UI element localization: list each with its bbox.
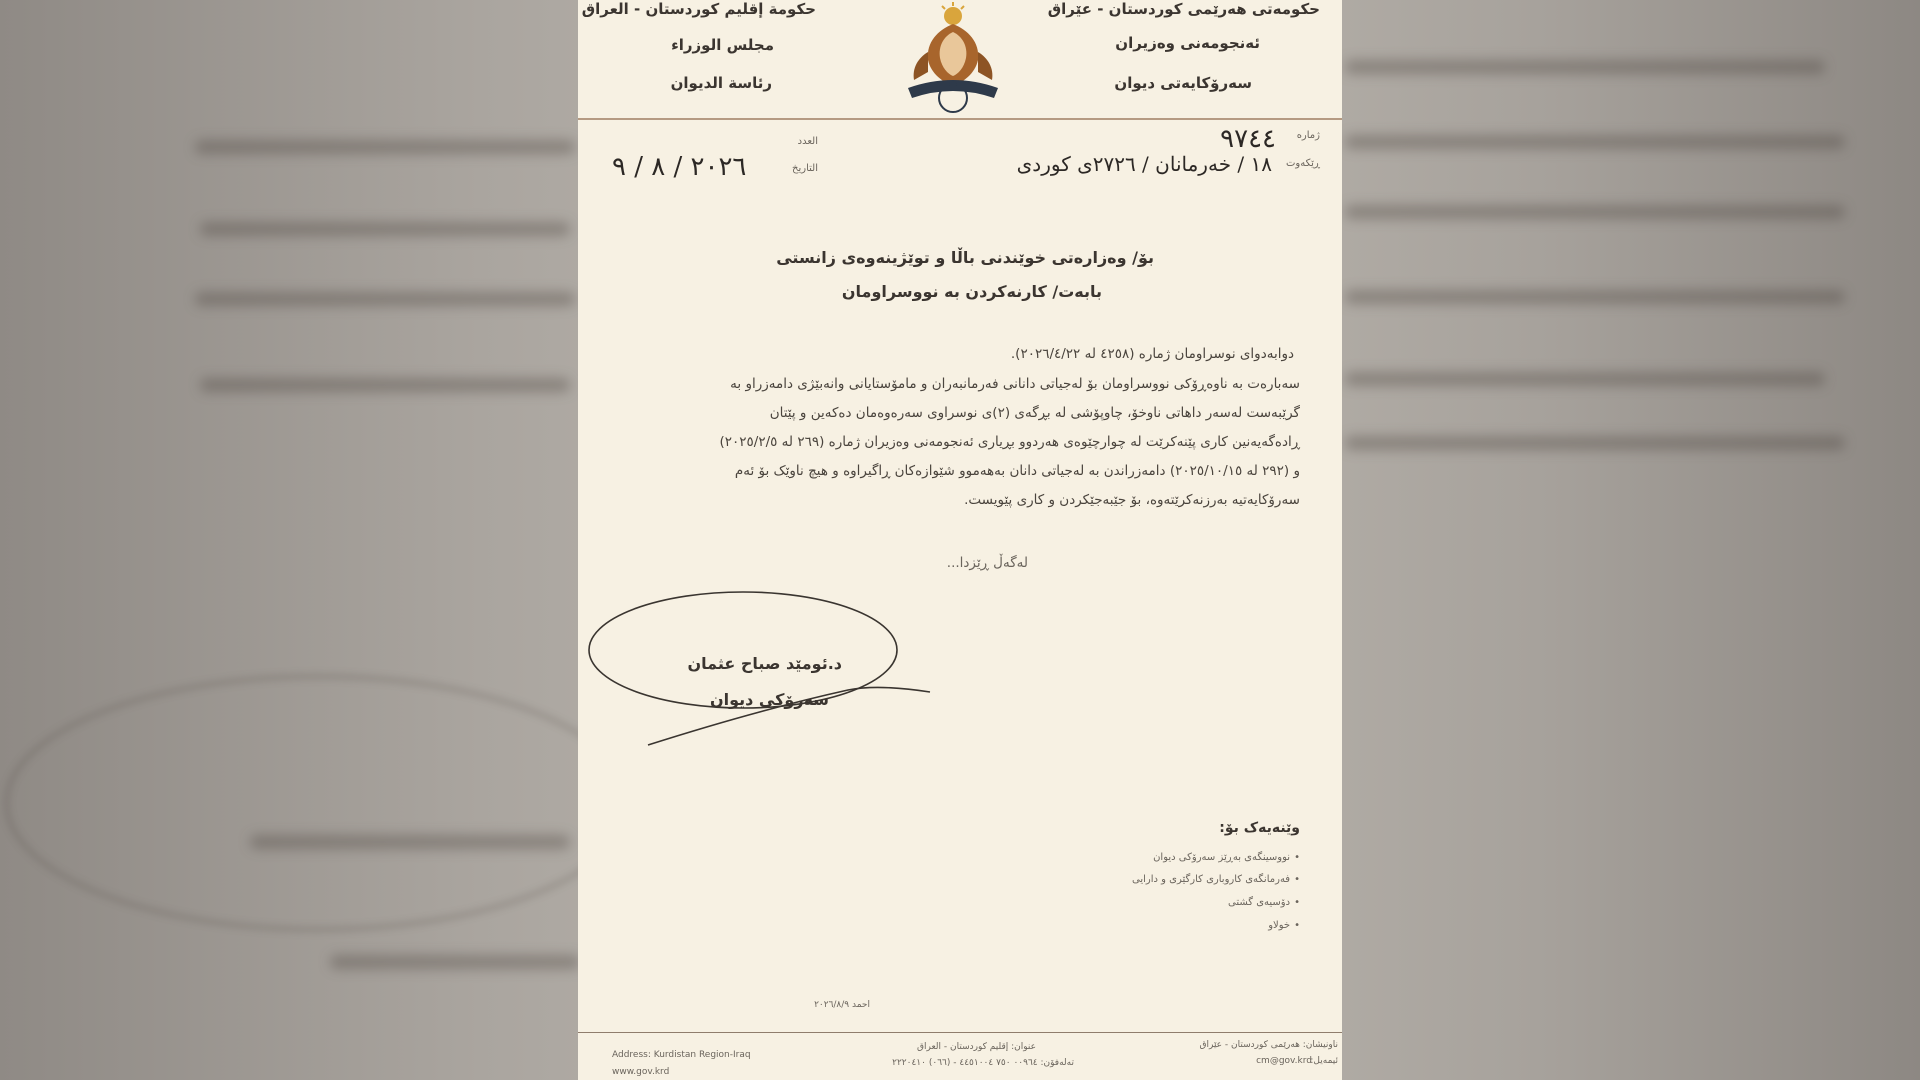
subject-line: بابەت/ کارنەکردن بە نووسراومان [841,282,1102,301]
blur-line [1345,436,1845,450]
footer-website: www.gov.krd [612,1067,670,1077]
arabic-government-title: حكومة إقليم كوردستان - العراق [581,0,816,18]
cc-item: • نووسینگەی بەڕێز سەرۆکی دیوان [1153,852,1300,863]
blur-line [200,378,570,392]
signatory-name: د.ئومێد صباح عثمان [687,654,842,673]
kurdish-office-title: سەرۆکایەتی دیوان [1114,74,1252,92]
recipient-line: بۆ/ وەزارەتی خوێندنی باڵا و توێژینەوەی زانستی [776,248,1154,267]
body-line: دوابەدوای نوسراومان ژمارە (٤٢٥٨ لە ٢٠٢٦/٤/٢٢). [1010,346,1294,362]
closing-regards: لەگەڵ ڕێزدا... [946,555,1028,571]
official-letter [578,0,1342,1080]
blur-line [330,955,580,969]
body-line: ڕادەگەیەنین کاری پێنەکرێت لە چوارچێوەی هەردوو بڕیاری ئەنجومەنی وەزیران ژمارە (٢٦٩ لە ٢٠٢٥/٢/٥) [719,434,1300,450]
date-label: ڕێکەوت [1285,158,1320,169]
blur-line [1345,135,1845,149]
body-line: سەبارەت بە ناوەڕۆکی نووسراومان بۆ لەجیاتی دانانی فەرمانبەران و مامۆستایانی وانەبێژی دامەزراو بە [730,376,1300,392]
typist-note: احمد ٢٠٢٦/٨/٩ [814,1000,870,1010]
cc-heading: وێنەیەک بۆ: [1219,820,1300,836]
blur-ellipse [5,675,631,931]
header-divider [578,118,1342,120]
blur-line [1345,205,1845,219]
footer-divider [578,1032,1342,1033]
footer-address-en: Address: Kurdistan Region-Iraq [612,1050,751,1060]
arabic-council-title: مجلس الوزراء [671,36,774,54]
gregorian-date: ٢٠٢٦ / ٨ / ٩ [612,152,747,182]
blur-line [195,140,575,154]
blur-line [195,292,575,306]
signatory-title: سەرۆکی دیوان [709,690,829,709]
blur-line [1345,372,1825,386]
footer-email: cm@gov.krd [1256,1056,1312,1066]
number-label: ژمارە [1296,130,1320,141]
blur-line [1345,60,1825,74]
blur-line [200,222,570,236]
blur-line [1345,290,1845,304]
number-label-arabic: العدد [797,136,818,147]
footer-phone: تەلەفۆن: ٠٠٩٦٤ ٧٥٠ ٤٤٥١٠٠٤ - (٠٦٦) ٢٢٢٠٤١٠ [892,1058,1074,1068]
kurdistan-eagle-emblem-icon [898,2,1008,114]
date-label-arabic: التاريخ [792,163,818,174]
kurdish-government-title: حکومەتی هەرێمی کوردستان - عێراق [1047,0,1320,18]
footer-address-ku: ناونیشان: هەرێمی کوردستان - عێراق [1199,1040,1338,1050]
cc-item: • فەرمانگەی کاروباری کارگێری و دارایی [1132,874,1300,885]
letter-number: ٩٧٤٤ [1220,124,1276,154]
cc-item: • دۆسیەی گشتی [1228,897,1300,908]
kurdish-date: ١٨ / خەرمانان / ٢٧٢٦ی کوردی [1016,152,1272,176]
body-line: و (٢٩٢ لە ٢٠٢٥/١٠/١٥) دامەزراندن بە لەجیاتی دانان بەهەموو شێوازەکان ڕاگیراوە و هیچ ناوێک بۆ ئەم [734,463,1300,479]
body-line: گرێبەست لەسەر داهاتی ناوخۆ، چاوپۆشی لە بڕگەی (٢)ی نوسراوی سەرەوەمان دەکەین و پێتان [769,405,1300,421]
kurdish-council-title: ئەنجومەنی وەزیران [1115,34,1260,52]
arabic-office-title: رئاسة الديوان [670,74,772,92]
body-line: سەرۆکایەتیە بەرزنەکرێتەوە، بۆ جێبەجێکردن و کاری پێویست. [964,492,1300,508]
footer-address-ar: عنوان: إقليم كوردستان - العراق [917,1042,1036,1052]
footer-email-label: ئیمەیل: [1310,1056,1338,1066]
cc-item: • خولاو [1268,920,1300,931]
